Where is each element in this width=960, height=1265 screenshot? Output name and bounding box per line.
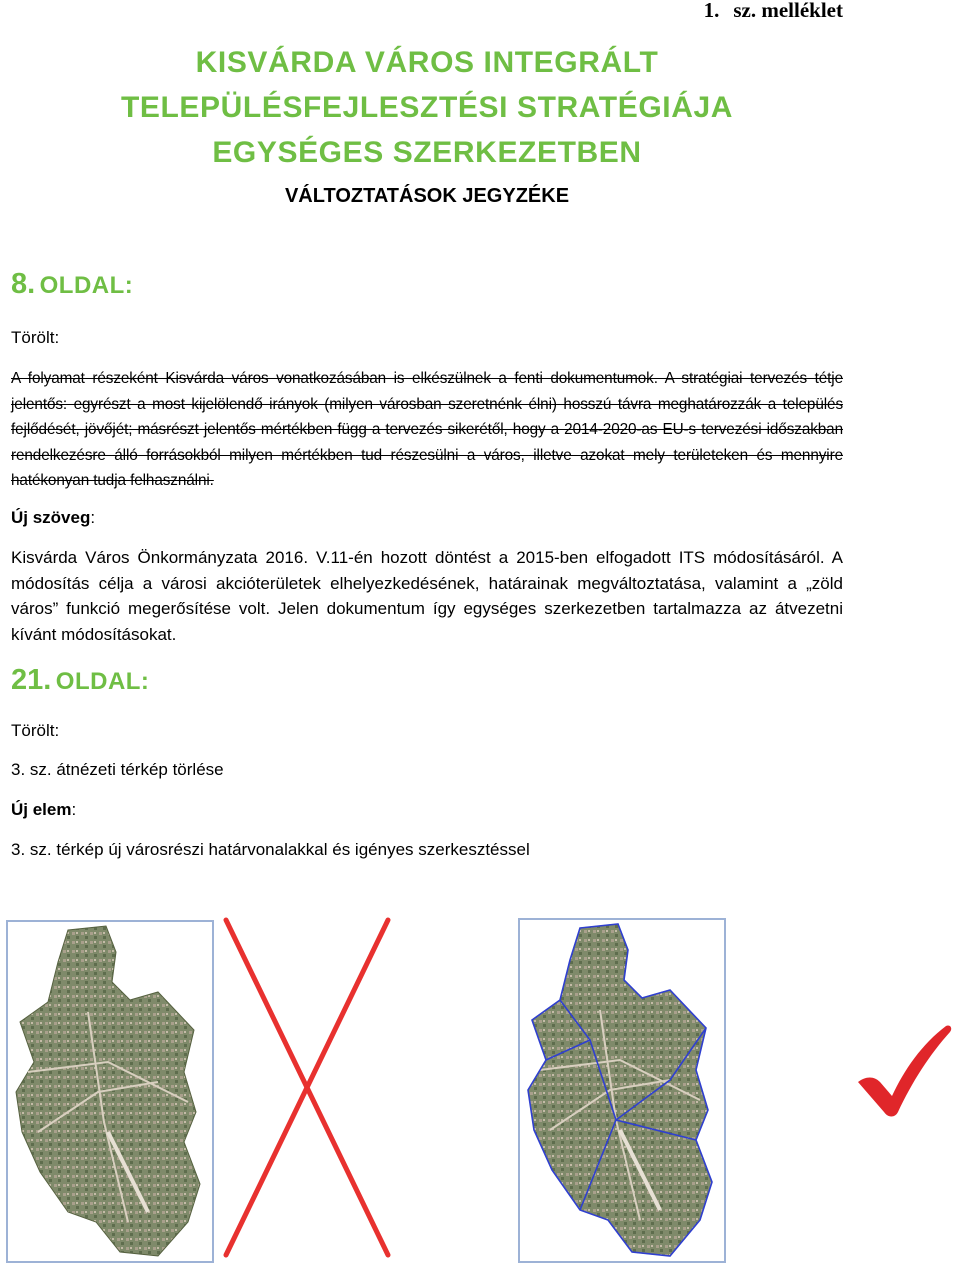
section-21-deleted-label: Törölt: bbox=[11, 721, 60, 740]
section-21-new-label-bold: Új elem bbox=[11, 800, 72, 819]
section-21-word: OLDAL: bbox=[55, 668, 150, 695]
title-line-1: KISVÁRDA VÁROS INTEGRÁLT bbox=[195, 46, 659, 79]
section-21-new-item: 3. sz. térkép új városrészi határvonalakkal és igényes szerkesztéssel bbox=[11, 840, 530, 859]
title-line-3: EGYSÉGES SZERKEZETBEN bbox=[212, 136, 642, 169]
section-21-number: 21. bbox=[11, 664, 52, 696]
title-line-2: TELEPÜLÉSFEJLESZTÉSI STRATÉGIÁJA bbox=[120, 91, 734, 124]
annex-number: 1. bbox=[703, 0, 720, 22]
annex-text: sz. melléklet bbox=[733, 0, 843, 22]
section-8-heading bbox=[11, 268, 133, 301]
document-title bbox=[0, 40, 854, 175]
section-21-deleted-item: 3. sz. átnézeti térkép törlése bbox=[11, 760, 224, 779]
new-map-image bbox=[518, 918, 726, 1263]
section-8-word: OLDAL: bbox=[39, 272, 134, 299]
section-8-number: 8. bbox=[11, 268, 36, 300]
section-8-new-label-colon: : bbox=[90, 508, 96, 527]
new-map-aerial-photo bbox=[520, 920, 724, 1261]
red-checkmark-icon bbox=[854, 1020, 954, 1120]
section-8-deleted-label: Törölt: bbox=[11, 328, 60, 347]
section-21-heading bbox=[11, 664, 149, 697]
section-8-new-text: Kisvárda Város Önkormányzata 2016. V.11-én hozott döntést a 2015-ben elfogadott ITS módosításáról. A módosítás célja a városi akcióterületek elhelyezkedésének, határainak megváltoztatása, valamint a „zöld város” funkció megerősítése volt. Jelen dokumentum így egységes szerkezetben tartalmazza az átvezetni kívánt módosításokat. bbox=[11, 548, 843, 644]
annex-label bbox=[704, 0, 843, 23]
old-map-image bbox=[6, 920, 214, 1263]
new-map-town-area bbox=[528, 924, 712, 1256]
old-map-aerial-photo bbox=[8, 922, 212, 1261]
section-8-deleted-text: A folyamat részeként Kisvárda város vonatkozásában is elkészülnek a fenti dokumentumok. A stratégiai tervezés tétje jelentős: egyrészt a most kijelölendő irányok (milyen városban szeretnénk élni) hosszú távra meghatározzák a település fejlődését, jövőjét; másrészt jelentős mértékben függ a tervezés sikerétől, hogy a 2014-2020-as EU-s tervezési időszakban rendelkezésre álló forrásokból milyen mértékben tud részesülni a város, illetve azokat mely területeken és mennyire hatékonyan tudja felhasználni. bbox=[11, 370, 843, 489]
section-21-new-label-colon: : bbox=[71, 800, 77, 819]
section-8-new-label bbox=[11, 508, 95, 528]
section-8-new-label-bold: Új szöveg bbox=[11, 508, 91, 527]
red-x-cross-icon bbox=[212, 910, 402, 1265]
section-21-new-label bbox=[11, 800, 76, 820]
document-subtitle: VÁLTOZTATÁSOK JEGYZÉKE bbox=[284, 185, 570, 207]
